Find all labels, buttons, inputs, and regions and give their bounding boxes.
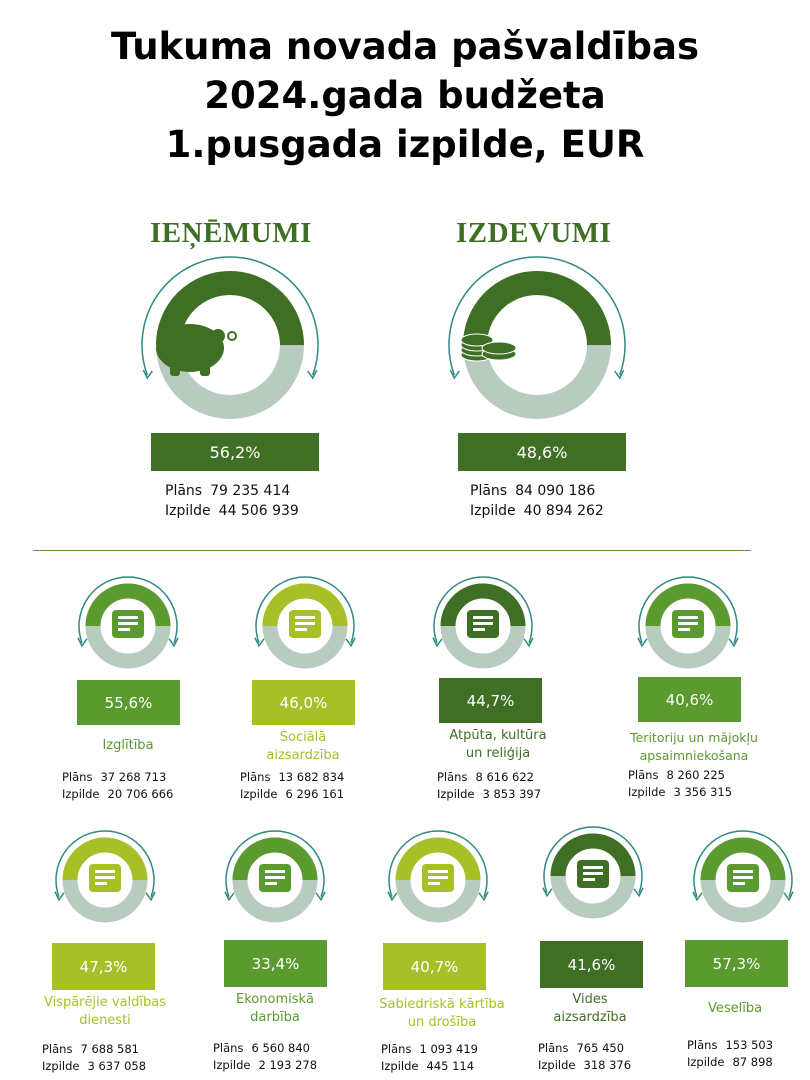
social-donut bbox=[245, 576, 365, 672]
plan-label: Plāns bbox=[42, 1042, 73, 1056]
general-donut bbox=[45, 830, 165, 926]
territory-name-1: Teritoriju un mājokļu bbox=[630, 730, 758, 745]
education-donut bbox=[68, 576, 188, 672]
economic-execution-value: 2 193 278 bbox=[258, 1058, 318, 1072]
execution-label: Izpilde bbox=[437, 787, 475, 801]
health-percent-box bbox=[685, 940, 788, 987]
section-divider bbox=[33, 550, 751, 551]
expenditure-heading: IZDEVUMI bbox=[456, 217, 612, 249]
environment-percent: 41,6% bbox=[567, 955, 616, 974]
recreation-plan-value: 8 616 622 bbox=[475, 770, 534, 784]
execution-label: Izpilde bbox=[687, 1055, 725, 1069]
recreation-donut bbox=[423, 576, 543, 672]
execution-label: Izpilde bbox=[538, 1058, 576, 1072]
health-plan-value: 153 503 bbox=[725, 1038, 774, 1052]
expenditure-arrow-tail bbox=[450, 370, 459, 378]
education-name-1: Izglītība bbox=[102, 738, 154, 753]
plan-label: Plāns bbox=[538, 1041, 569, 1055]
territory-arrow-head bbox=[729, 638, 738, 646]
environment-values bbox=[538, 1040, 631, 1074]
revenue-values bbox=[165, 481, 299, 521]
recreation-execution-value: 3 853 397 bbox=[482, 787, 542, 801]
execution-label: Izpilde bbox=[165, 503, 211, 519]
general-percent: 47,3% bbox=[79, 957, 128, 976]
execution-label: Izpilde bbox=[381, 1059, 419, 1073]
recreation-values bbox=[437, 769, 541, 803]
economic-arrow-head bbox=[316, 892, 325, 900]
health-execution-value: 87 898 bbox=[732, 1055, 773, 1069]
revenue-execution-value: 44 506 939 bbox=[218, 503, 299, 519]
recreation-arrow-tail bbox=[433, 638, 442, 646]
expenditure-values bbox=[470, 481, 604, 521]
education-plan-value: 37 268 713 bbox=[100, 770, 167, 784]
social-values bbox=[240, 769, 344, 803]
health-label bbox=[660, 1000, 810, 1018]
environment-donut bbox=[533, 826, 653, 922]
education-arrow-head bbox=[169, 638, 178, 646]
order-percent: 40,7% bbox=[410, 957, 459, 976]
territory-percent: 40,6% bbox=[665, 690, 714, 709]
order-plan-value: 1 093 419 bbox=[419, 1042, 478, 1056]
plan-label: Plāns bbox=[62, 770, 93, 784]
execution-label: Izpilde bbox=[42, 1059, 80, 1073]
environment-arrow-tail bbox=[543, 888, 552, 896]
territory-donut bbox=[628, 576, 748, 672]
general-name-1: Vispārējie valdības bbox=[43, 995, 167, 1010]
coins-icon bbox=[461, 334, 516, 361]
economic-percent: 33,4% bbox=[251, 954, 300, 973]
social-label bbox=[223, 729, 383, 765]
recreation-name-1: Atpūta, kultūra bbox=[449, 728, 547, 743]
social-arrow-tail bbox=[255, 638, 264, 646]
social-plan-value: 13 682 834 bbox=[278, 770, 345, 784]
economic-values bbox=[213, 1040, 317, 1074]
expenditure-execution-value: 40 894 262 bbox=[523, 503, 604, 519]
education-values bbox=[62, 769, 173, 803]
environment-percent-box bbox=[540, 941, 643, 988]
revenue-percent-box bbox=[151, 433, 319, 471]
execution-label: Izpilde bbox=[628, 785, 666, 799]
recreation-label bbox=[418, 727, 578, 763]
title-line-3: 1.pusgada izpilde, EUR bbox=[165, 123, 645, 166]
economic-percent-box bbox=[224, 940, 327, 987]
general-name-2: dienesti bbox=[79, 1013, 131, 1028]
person-icon bbox=[467, 610, 499, 638]
education-label bbox=[48, 737, 208, 755]
handshake-icon bbox=[289, 610, 321, 638]
revenue-plan-value: 79 235 414 bbox=[210, 483, 291, 499]
plan-label: Plāns bbox=[381, 1042, 412, 1056]
order-name-2: un drošība bbox=[407, 1015, 477, 1030]
territory-values bbox=[628, 767, 732, 801]
general-arrow-head bbox=[146, 892, 155, 900]
execution-label: Izpilde bbox=[240, 787, 278, 801]
revenue-heading: IEŅĒMUMI bbox=[150, 217, 312, 249]
order-name-1: Sabiedriskā kārtība bbox=[379, 997, 505, 1012]
general-plan-value: 7 688 581 bbox=[80, 1042, 139, 1056]
order-arrow-tail bbox=[388, 892, 397, 900]
general-percent-box bbox=[52, 943, 155, 990]
education-execution-value: 20 706 666 bbox=[107, 787, 174, 801]
general-values bbox=[42, 1041, 146, 1075]
plant-hand-icon bbox=[577, 860, 609, 888]
environment-execution-value: 318 376 bbox=[583, 1058, 632, 1072]
execution-label: Izpilde bbox=[213, 1058, 251, 1072]
environment-arrow-head bbox=[634, 888, 643, 896]
social-arrow-head bbox=[346, 638, 355, 646]
education-arrow-tail bbox=[78, 638, 87, 646]
lightbulb-icon bbox=[259, 864, 291, 892]
social-execution-value: 6 296 161 bbox=[285, 787, 345, 801]
revenue-arrow-tail bbox=[143, 370, 152, 378]
puzzle-icon bbox=[89, 864, 121, 892]
territory-label bbox=[606, 729, 782, 765]
social-name-2: aizsardzība bbox=[266, 748, 340, 763]
monitor-icon bbox=[672, 610, 704, 638]
page-title bbox=[0, 22, 810, 169]
plan-label: Plāns bbox=[470, 483, 508, 499]
order-arrow-head bbox=[479, 892, 488, 900]
general-execution-value: 3 637 058 bbox=[87, 1059, 147, 1073]
economic-plan-value: 6 560 840 bbox=[251, 1041, 310, 1055]
health-percent: 57,3% bbox=[712, 954, 761, 973]
expenditure-percent-box bbox=[458, 433, 626, 471]
social-percent-box bbox=[252, 680, 355, 725]
environment-plan-value: 765 450 bbox=[576, 1041, 625, 1055]
territory-execution-value: 3 356 315 bbox=[673, 785, 733, 799]
execution-label: Izpilde bbox=[62, 787, 100, 801]
environment-name-2: aizsardzība bbox=[553, 1010, 627, 1025]
economic-donut bbox=[215, 830, 335, 926]
title-line-2: 2024.gada budžeta bbox=[204, 74, 606, 117]
economic-name-2: darbība bbox=[250, 1010, 300, 1025]
order-donut bbox=[378, 830, 498, 926]
territory-plan-value: 8 260 225 bbox=[666, 768, 725, 782]
expenditure-plan-value: 84 090 186 bbox=[515, 483, 596, 499]
order-label bbox=[362, 996, 522, 1032]
expenditure-arrow-head bbox=[615, 370, 624, 378]
order-execution-value: 445 114 bbox=[426, 1059, 475, 1073]
territory-percent-box bbox=[638, 677, 741, 722]
plan-label: Plāns bbox=[628, 768, 659, 782]
plan-label: Plāns bbox=[213, 1041, 244, 1055]
social-percent: 46,0% bbox=[279, 693, 328, 712]
execution-label: Izpilde bbox=[470, 503, 516, 519]
recreation-percent-box bbox=[439, 678, 542, 723]
plan-label: Plāns bbox=[240, 770, 271, 784]
general-label bbox=[25, 994, 185, 1030]
education-percent-box bbox=[77, 680, 180, 725]
revenue-percent: 56,2% bbox=[209, 442, 261, 462]
territory-name-2: apsaimniekošana bbox=[639, 748, 749, 763]
recreation-arrow-head bbox=[524, 638, 533, 646]
environment-name-1: Vides bbox=[572, 992, 608, 1007]
expenditure-donut bbox=[447, 250, 627, 430]
order-values bbox=[381, 1041, 478, 1075]
plan-label: Plāns bbox=[165, 483, 203, 499]
title-line-1: Tukuma novada pašvaldības bbox=[111, 25, 699, 68]
doctor-icon bbox=[727, 864, 759, 892]
economic-name-1: Ekonomiskā bbox=[236, 992, 314, 1007]
recreation-name-2: un reliģija bbox=[465, 746, 531, 761]
social-name-1: Sociālā bbox=[279, 730, 327, 745]
worker-icon bbox=[422, 864, 454, 892]
revenue-arrow-head bbox=[308, 370, 317, 378]
territory-arrow-tail bbox=[638, 638, 647, 646]
environment-label bbox=[510, 991, 670, 1027]
health-name-1: Veselība bbox=[707, 1001, 763, 1016]
recreation-percent: 44,7% bbox=[466, 691, 515, 710]
school-icon bbox=[112, 610, 144, 638]
education-percent: 55,6% bbox=[104, 693, 153, 712]
expenditure-progress-arc bbox=[475, 283, 599, 345]
health-arrow-head bbox=[784, 892, 793, 900]
expenditure-percent: 48,6% bbox=[516, 442, 568, 462]
health-values bbox=[687, 1037, 773, 1071]
revenue-donut bbox=[140, 250, 320, 430]
order-percent-box bbox=[383, 943, 486, 990]
economic-label bbox=[195, 991, 355, 1027]
general-arrow-tail bbox=[55, 892, 64, 900]
health-donut bbox=[683, 830, 803, 926]
health-arrow-tail bbox=[693, 892, 702, 900]
economic-arrow-tail bbox=[225, 892, 234, 900]
plan-label: Plāns bbox=[437, 770, 468, 784]
plan-label: Plāns bbox=[687, 1038, 718, 1052]
